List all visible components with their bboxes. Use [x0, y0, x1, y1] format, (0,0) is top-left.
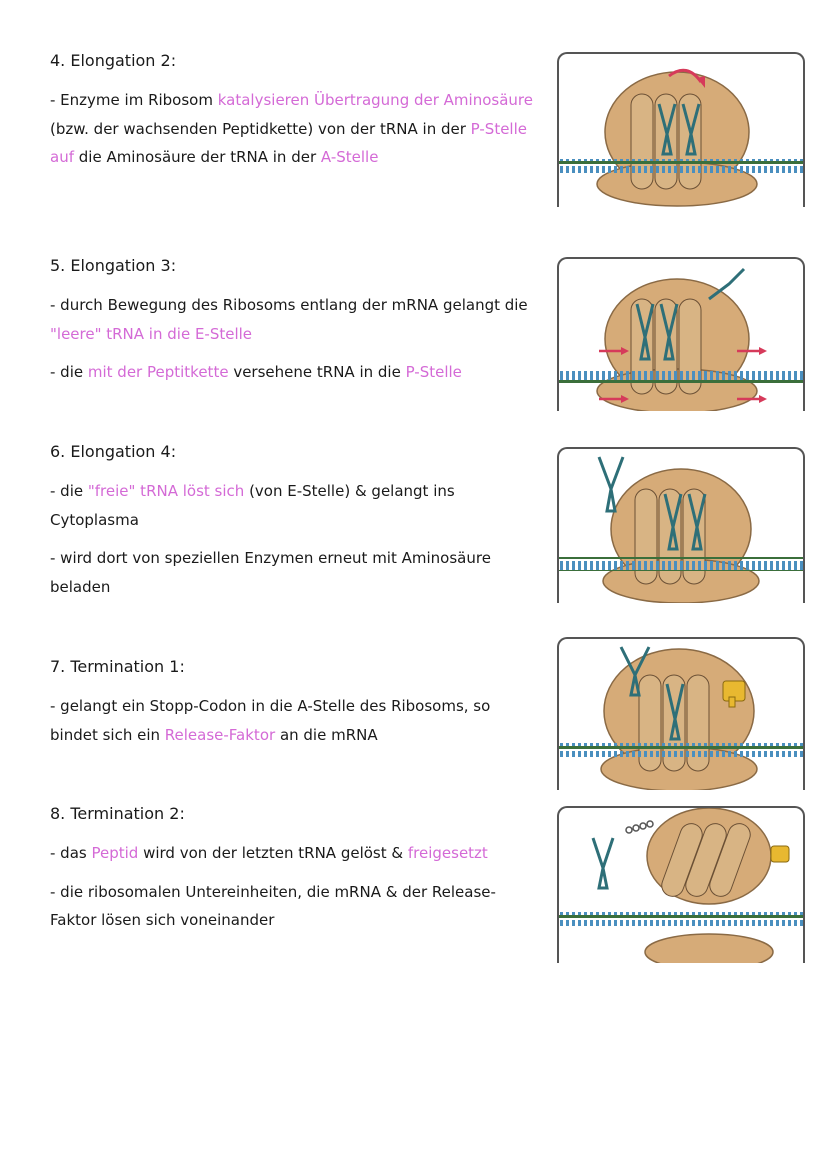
ribosome-illustration-elongation-2 [557, 52, 805, 207]
highlight-run: A-Stelle [320, 148, 379, 166]
text-run: die Aminosäure der tRNA in der [73, 148, 321, 166]
text-run: - das [50, 844, 92, 862]
section-termination-2 [50, 803, 540, 945]
section-heading: 5. Elongation 3: [50, 256, 177, 275]
section-elongation-3 [50, 255, 540, 397]
highlight-run: "freie" tRNA löst sich [87, 482, 245, 500]
highlight-run: Peptid [91, 844, 139, 862]
ribosome-illustration-elongation-4 [557, 447, 805, 603]
text-run: - die [50, 482, 88, 500]
mrna-strand [559, 159, 803, 173]
highlight-run: Release-Faktor [164, 725, 276, 744]
section-heading: 6. Elongation 4: [50, 442, 177, 461]
section-paragraph [50, 86, 540, 172]
text-run: - Enzyme im Ribosom [50, 91, 218, 109]
section-paragraph [50, 358, 540, 387]
text-run: (von E-Stelle) & gelangt ins Cytoplasma [50, 482, 455, 529]
text-run: - die ribosomalen Untereinheiten, die mRNA & der Release-Faktor lösen sich voneinander [50, 882, 496, 929]
highlight-run: katalysieren Übertragung der Aminosäure [217, 91, 533, 109]
trna-icon [593, 838, 613, 888]
highlight-run: freigesetzt [407, 844, 488, 862]
text-run: - durch Bewegung des Ribosoms entlang der mRNA gelangt die [50, 296, 528, 314]
highlight-run: mit der Peptitkette [87, 363, 229, 381]
section-paragraph [50, 692, 540, 749]
text-run: wird von der letzten tRNA gelöst & [138, 844, 408, 862]
section-elongation-2 [50, 50, 540, 182]
section-heading: 8. Termination 2: [50, 804, 185, 823]
text-run: - gelangt ein Stopp-Codon in die A-Stelle des Ribosoms, so bindet sich ein [50, 697, 491, 744]
text-run: versehene tRNA in die [228, 363, 406, 381]
text-run: (bzw. der wachsenden Peptidkette) von der tRNA in der [50, 119, 471, 138]
peptide-chain-icon [626, 821, 653, 833]
highlight-run: P-Stelle auf [50, 119, 527, 166]
ribosome-illustration-termination-1 [557, 637, 805, 790]
section-paragraph [50, 878, 540, 935]
highlight-run: "leere" tRNA in die E-Stelle [50, 324, 253, 343]
release-factor-icon [771, 846, 789, 862]
section-paragraph [50, 839, 540, 868]
ribosome-illustration-termination-2 [557, 806, 805, 963]
text-run: an die mRNA [275, 725, 378, 744]
section-termination-1 [50, 656, 540, 759]
highlight-run: P-Stelle [405, 363, 462, 381]
section-paragraph [50, 291, 540, 348]
text-run: - die [50, 363, 88, 381]
section-paragraph [50, 477, 540, 534]
section-paragraph [50, 544, 540, 601]
ribosome-illustration-elongation-3 [557, 257, 805, 411]
text-run: - wird dort von speziellen Enzymen erneut mit Aminosäure beladen [50, 549, 491, 596]
section-heading: 4. Elongation 2: [50, 51, 177, 70]
section-elongation-4 [50, 441, 540, 611]
section-heading: 7. Termination 1: [50, 657, 185, 676]
